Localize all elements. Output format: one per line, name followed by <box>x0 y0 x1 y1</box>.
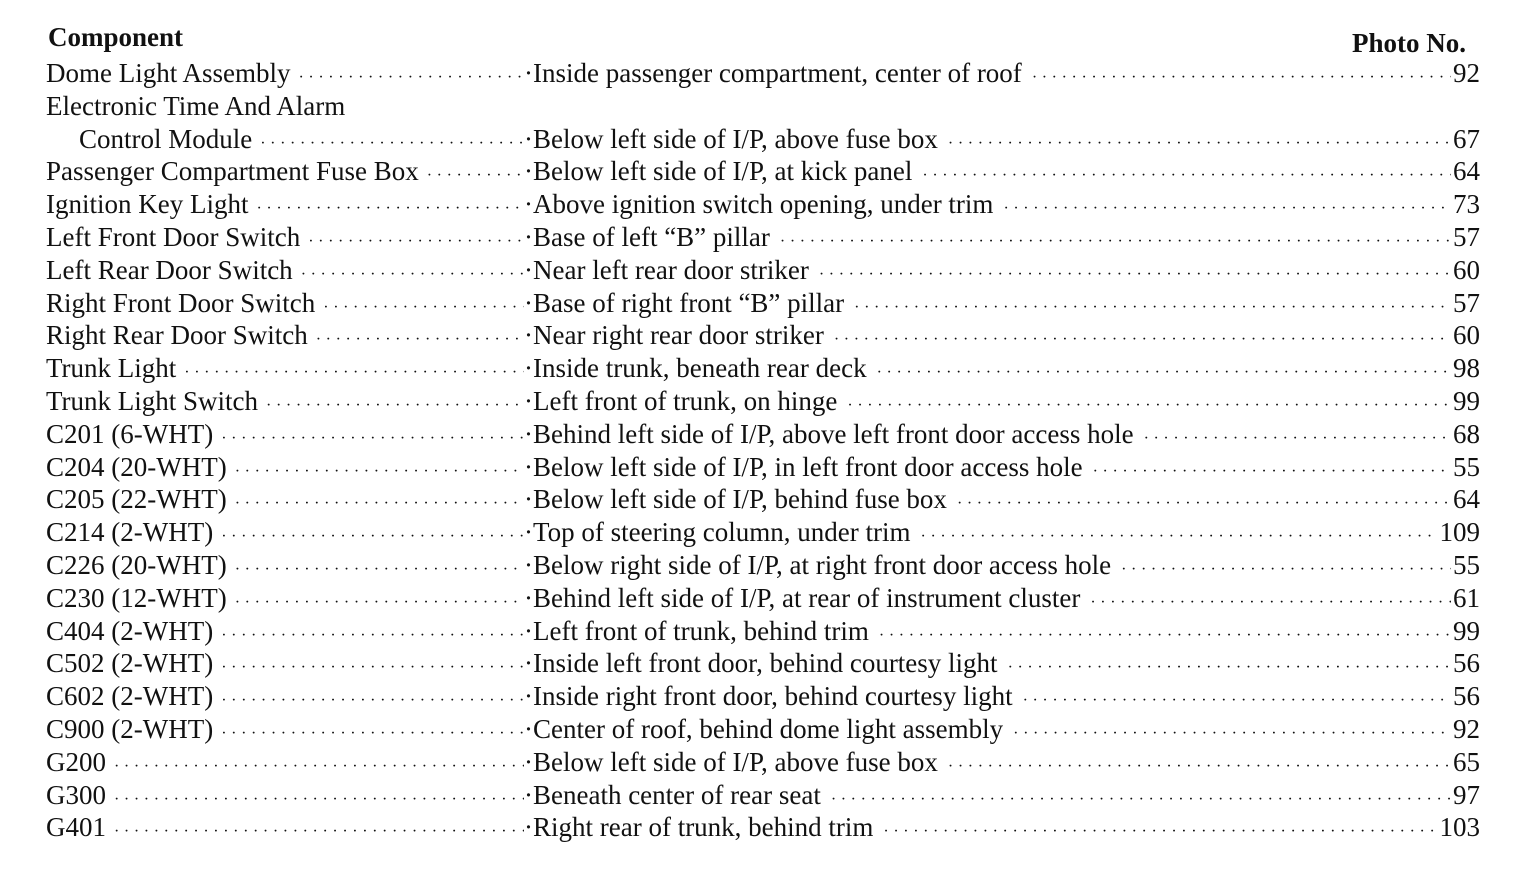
photo-number: 56 <box>1453 681 1480 712</box>
table-row <box>46 811 1480 844</box>
location-text: ·Left front of trunk, behind trim <box>524 615 869 646</box>
photo-number: 67 <box>1453 123 1480 154</box>
component-name: G200 <box>46 746 106 777</box>
location-text: ·Base of right front “B” pillar <box>524 287 845 318</box>
photo-number: 64 <box>1453 484 1480 515</box>
component-name: Control Module <box>79 123 253 154</box>
photo-number: 56 <box>1453 648 1480 679</box>
component-name: C226 (20-WHT) <box>46 549 227 580</box>
component-name: Dome Light Assembly <box>46 58 291 88</box>
table-body <box>46 57 1480 844</box>
component-column-header: Component <box>48 22 184 52</box>
location-text: ·Center of roof, behind dome light assembly <box>524 713 1004 744</box>
location-text: ·Below left side of I/P, above fuse box <box>524 123 938 154</box>
dot-leader <box>114 816 524 849</box>
photo-number: 60 <box>1453 320 1480 351</box>
photo-number: 60 <box>1453 254 1480 285</box>
location-text: ·Inside left front door, behind courtesy light <box>524 648 998 679</box>
table-row <box>46 90 1480 123</box>
table-row <box>46 615 1480 648</box>
location-text: ·Right rear of trunk, behind trim <box>524 812 874 843</box>
component-name: G300 <box>46 779 106 810</box>
photo-number: 68 <box>1453 418 1480 449</box>
photo-number: 73 <box>1453 189 1480 220</box>
table-row <box>46 287 1480 320</box>
table-row <box>46 746 1480 779</box>
location-text: ·Below left side of I/P, behind fuse box <box>524 484 947 515</box>
table-row <box>46 123 1480 156</box>
table-row <box>46 779 1480 812</box>
location-text: ·Below right side of I/P, at right front door access hole <box>524 549 1112 580</box>
table-row <box>46 647 1480 680</box>
location-text: ·Below left side of I/P, in left front door access hole <box>524 451 1083 482</box>
table-row <box>46 57 1480 90</box>
location-text: ·Behind left side of I/P, above left front door access hole <box>524 418 1134 449</box>
table-row <box>46 352 1480 385</box>
photo-number: 103 <box>1439 812 1480 843</box>
photo-number: 98 <box>1453 353 1480 384</box>
table-row <box>46 221 1480 254</box>
photo-number: 61 <box>1453 582 1480 613</box>
table-row <box>46 188 1480 221</box>
table-row <box>46 516 1480 549</box>
component-cell <box>46 90 524 123</box>
location-text: ·Top of steering column, under trim <box>524 517 911 548</box>
photo-number: 55 <box>1453 451 1480 482</box>
component-name: C201 (6-WHT) <box>46 418 214 449</box>
table-row <box>46 549 1480 582</box>
component-name: Right Front Door Switch <box>46 287 316 318</box>
photo-number: 99 <box>1453 615 1480 646</box>
photo-number: 92 <box>1453 713 1480 744</box>
component-name: Electronic Time And Alarm <box>46 90 346 121</box>
component-name: Ignition Key Light <box>46 189 249 220</box>
component-name: C502 (2-WHT) <box>46 648 214 679</box>
component-name: G401 <box>46 812 106 843</box>
component-name: C205 (22-WHT) <box>46 484 227 515</box>
location-text: ·Below left side of I/P, at kick panel <box>524 156 913 187</box>
photo-number: 92 <box>1453 58 1480 88</box>
component-name: C214 (2-WHT) <box>46 517 214 548</box>
location-text: ·Left front of trunk, on hinge <box>524 385 838 416</box>
location-text: ·Inside right front door, behind courtesy light <box>524 681 1013 712</box>
location-text: ·Base of left “B” pillar <box>524 221 770 252</box>
photo-number: 99 <box>1453 385 1480 416</box>
location-text: ·Below left side of I/P, above fuse box <box>524 746 938 777</box>
location-text: ·Behind left side of I/P, at rear of instrument cluster <box>524 582 1081 613</box>
photo-number: 55 <box>1453 549 1480 580</box>
component-name: C230 (12-WHT) <box>46 582 227 613</box>
table-row <box>46 713 1480 746</box>
location-cell <box>524 811 1480 849</box>
table-row <box>46 319 1480 352</box>
table-row <box>46 483 1480 516</box>
component-name: Passenger Compartment Fuse Box <box>46 156 419 187</box>
photo-number: 57 <box>1453 221 1480 252</box>
dot-leader <box>883 816 1437 849</box>
table-row <box>46 451 1480 484</box>
photo-number: 64 <box>1453 156 1480 187</box>
table-row <box>46 582 1480 615</box>
component-name: Trunk Light Switch <box>46 385 259 416</box>
location-text: ·Above ignition switch opening, under trim <box>524 189 994 220</box>
component-name: C900 (2-WHT) <box>46 713 214 744</box>
component-name: Right Rear Door Switch <box>46 320 308 351</box>
component-name: C602 (2-WHT) <box>46 681 214 712</box>
component-name: C404 (2-WHT) <box>46 615 214 646</box>
photo-number-column-header: Photo No. <box>1352 28 1466 58</box>
component-name: C204 (20-WHT) <box>46 451 227 482</box>
location-text: ·Near left rear door striker <box>524 254 809 285</box>
table-row <box>46 155 1480 188</box>
location-text: ·Beneath center of rear seat <box>524 779 821 810</box>
table-row <box>46 385 1480 418</box>
table-row <box>46 680 1480 713</box>
component-cell <box>46 811 524 849</box>
location-text: ·Near right rear door striker <box>524 320 824 351</box>
photo-number: 65 <box>1453 746 1480 777</box>
component-name: Left Rear Door Switch <box>46 254 293 285</box>
photo-number: 109 <box>1439 517 1480 548</box>
component-name: Trunk Light <box>46 353 177 384</box>
table-row <box>46 418 1480 451</box>
component-name: Left Front Door Switch <box>46 221 301 252</box>
table-row <box>46 254 1480 287</box>
photo-number: 57 <box>1453 287 1480 318</box>
photo-number: 97 <box>1453 779 1480 810</box>
location-text: ·Inside trunk, beneath rear deck <box>524 353 867 384</box>
location-text: ·Inside passenger compartment, center of roof <box>524 58 1022 88</box>
